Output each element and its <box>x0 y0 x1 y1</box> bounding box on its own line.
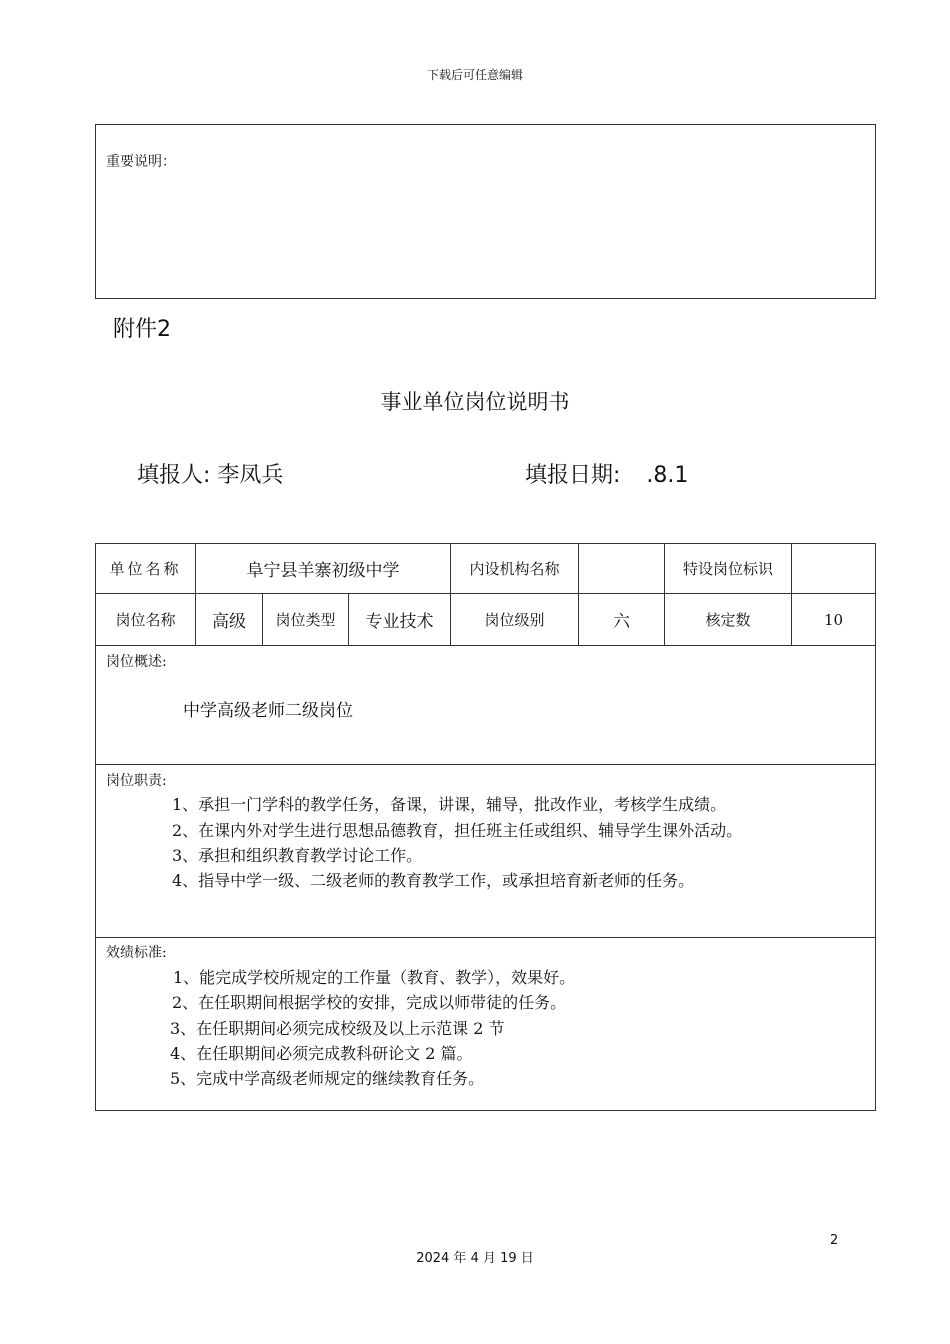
notes-label: 重要说明： <box>106 154 176 170</box>
overview-text: 中学高级老师二级岗位 <box>183 701 353 721</box>
internal-org-label: 内设机构名称 <box>469 560 560 578</box>
filler-name: 李凤兵 <box>217 463 284 488</box>
internal-org-value <box>579 544 664 593</box>
fill-date-value: .8.1 <box>646 463 689 488</box>
post-description-table <box>95 543 876 1111</box>
post-level-value: 六 <box>613 612 630 632</box>
fill-date-row <box>525 458 688 489</box>
special-post-value <box>792 544 875 593</box>
row-divider <box>96 764 875 765</box>
row-divider <box>96 645 875 646</box>
performance-item: 3、在任职期间必须完成校级及以上示范课 2 节 <box>170 1019 505 1038</box>
post-type-value: 专业技术 <box>365 612 434 632</box>
filler-label: 填报人: <box>137 463 211 488</box>
attachment-label: 附件2 <box>113 317 171 342</box>
notes-box <box>95 124 876 299</box>
post-type-label: 岗位类型 <box>275 611 336 629</box>
duty-item: 1、承担一门学科的教学任务，备课，讲课，辅导，批改作业，考核学生成绩。 <box>172 795 727 814</box>
performance-item: 2、在任职期间根据学校的安排，完成以师带徒的任务。 <box>172 993 567 1012</box>
quota-value: 10 <box>823 610 844 629</box>
special-post-label: 特设岗位标识 <box>682 560 773 578</box>
row-divider <box>96 937 875 938</box>
duty-item: 3、承担和组织教育教学讨论工作。 <box>172 846 423 865</box>
overview-label: 岗位概述: <box>106 654 167 670</box>
unit-name-label: 单位名称 <box>109 560 182 578</box>
quota-label: 核定数 <box>705 611 751 629</box>
performance-label: 效绩标准: <box>106 945 167 961</box>
duty-item: 4、指导中学一级、二级老师的教育教学工作，或承担培育新老师的任务。 <box>172 871 695 890</box>
page-number: 2 <box>830 1233 839 1248</box>
post-name-label: 岗位名称 <box>115 611 176 629</box>
unit-name-value: 阜宁县羊寨初级中学 <box>246 561 400 581</box>
document-title: 事业单位岗位说明书 <box>380 390 570 414</box>
fill-date-label: 填报日期: <box>525 463 621 488</box>
post-name-value: 高级 <box>212 612 246 632</box>
duty-item: 2、在课内外对学生进行思想品德教育，担任班主任或组织、辅导学生课外活动。 <box>172 821 743 840</box>
duties-label: 岗位职责: <box>106 773 167 789</box>
filler-row <box>137 458 283 489</box>
performance-item: 1、能完成学校所规定的工作量（教育、教学），效果好。 <box>173 968 576 987</box>
post-level-label: 岗位级别 <box>484 611 545 629</box>
footer-date: 2024 年 4 月 19 日 <box>416 1251 534 1266</box>
performance-item: 5、完成中学高级老师规定的继续教育任务。 <box>170 1069 485 1088</box>
header-note: 下载后可任意编辑 <box>426 68 523 82</box>
performance-item: 4、在任职期间必须完成教科研论文 2 篇。 <box>170 1044 473 1063</box>
